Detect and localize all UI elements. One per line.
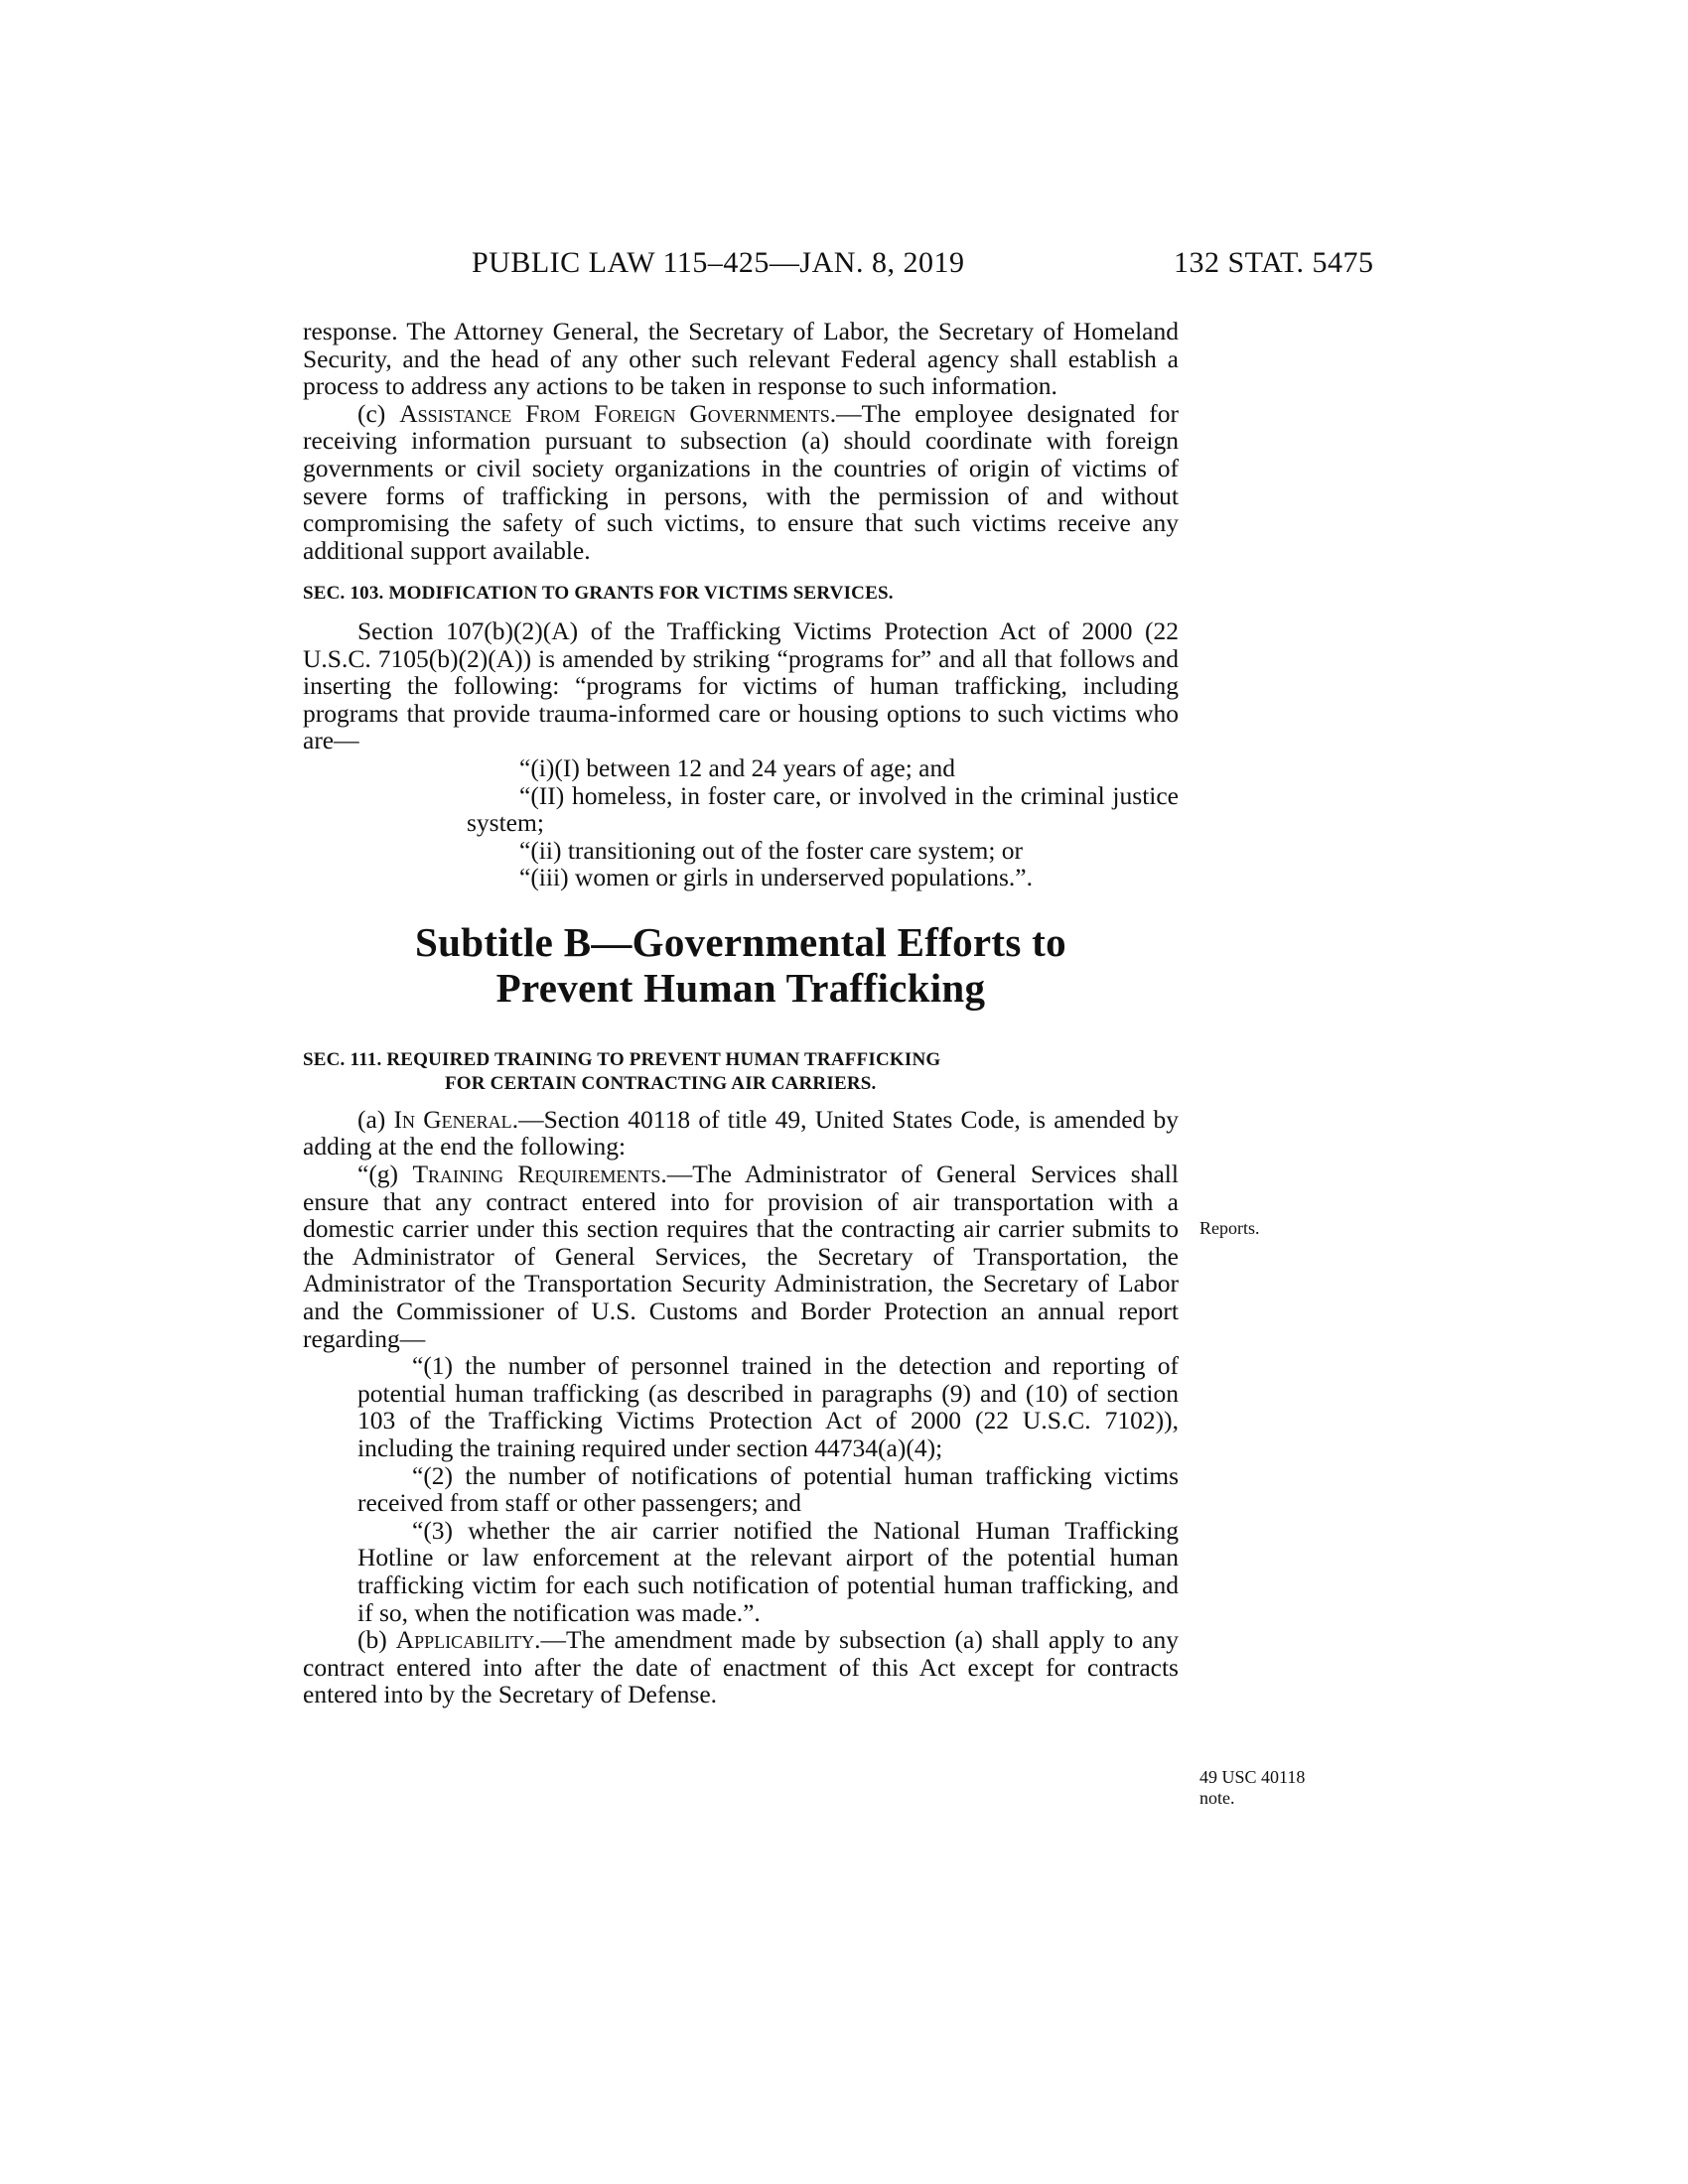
paragraph-g-lead: “(g) (357, 1160, 413, 1189)
quote-i-I: “(i)(I) between 12 and 24 years of age; and (519, 752, 955, 782)
page-header (0, 246, 1688, 286)
section-111-heading (303, 1048, 1179, 1096)
paragraph-c-heading: Assistance From Foreign Governments (399, 398, 830, 428)
paragraph-response: response. The Attorney General, the Secretary of Labor, the Secretary of Homeland Security, and the head of any other such relevant Federal agency shall establish a process to address any actions to be taken in response to such information. (303, 317, 1179, 401)
paragraph-g-2: “(2) the number of notifications of potential human trafficking victims received from staff or other passengers; and (357, 1460, 1179, 1518)
margin-note-usc-line-2: note. (1199, 1788, 1235, 1808)
header-title: PUBLIC LAW 115–425—JAN. 8, 2019 (472, 246, 965, 279)
paragraph-b-heading: Applicability (395, 1625, 535, 1655)
paragraph-c-assistance (303, 400, 1179, 565)
paragraph-a-heading: In General (393, 1104, 512, 1134)
paragraph-g-training (303, 1160, 1179, 1352)
quote-ii-text: “(ii) transitioning out of the foster care system; or (519, 835, 1024, 865)
section-111-line-1: SEC. 111. REQUIRED TRAINING TO PREVENT HUMAN TRAFFICKING (303, 1048, 941, 1070)
paragraph-b-lead: (b) (357, 1625, 396, 1655)
quote-II (303, 782, 1179, 837)
header-stat-page: 132 STAT. 5475 (1174, 246, 1374, 279)
document-body (303, 318, 1179, 1708)
quote-II-text: “(II) homeless, in foster care, or involved in the criminal justice system; (467, 780, 1179, 838)
paragraph-b-applicability (303, 1626, 1179, 1708)
margin-note-reports: Reports. (1199, 1218, 1260, 1238)
section-103-heading: SEC. 103. MODIFICATION TO GRANTS FOR VICTIMS SERVICES. (303, 583, 894, 605)
paragraph-b-text: .—The amendment made by subsection (a) shall apply to any contract entered into after the date of enactment of this Act except for contracts entered into by the Secretary of Defense. (303, 1625, 1179, 1709)
paragraph-section-103: Section 107(b)(2)(A) of the Trafficking Victims Protection Act of 2000 (22 U.S.C. 7105(b)(2)(A)) is amended by striking “programs for” and all that follows and inserting the following: “programs for victims of human trafficking, including programs that provide trauma-informed care or housing options to such victims who are— (303, 615, 1179, 755)
paragraph-c-lead: (c) (357, 398, 400, 428)
subtitle-line-1: Subtitle B—Governmental Efforts to (415, 918, 1066, 965)
paragraph-g-heading: Training Requirements (412, 1160, 661, 1189)
margin-note-usc (1199, 1767, 1305, 1809)
subtitle-line-2: Prevent Human Trafficking (495, 964, 986, 1011)
subtitle-heading (303, 919, 1179, 1011)
paragraph-a-general (303, 1106, 1179, 1160)
quote-iii: “(iii) women or girls in underserved populations.”. (519, 863, 1033, 892)
paragraph-a-text: .—Section 40118 of title 49, United States Code, is amended by adding at the end the following: (303, 1104, 1179, 1161)
margin-note-usc-line-1: 49 USC 40118 (1199, 1767, 1306, 1787)
section-111-line-2: FOR CERTAIN CONTRACTING AIR CARRIERS. (445, 1072, 877, 1094)
paragraph-g-text: .—The Administrator of General Services shall ensure that any contract entered into for provision of air transportation with a domestic carrier under this section requires that the contracting air carrier submits to the Administrator of General Services, the Secretary of Transportation, the Administrator of the Transportation Security Administration, the Secretary of Labor and the Commissioner of U.S. Customs and Border Protection an annual report regarding— (303, 1160, 1179, 1353)
quote-ii (303, 837, 1179, 865)
paragraph-a-lead: (a) (357, 1104, 394, 1134)
paragraph-c-text: .—The employee designated for receiving information pursuant to subsection (a) should coordinate with foreign governments or civil society organizations in the countries of origin of victims of severe forms of trafficking in persons, with the permission of and without compromising the safety of such victims, to ensure that such victims receive any additional support available. (303, 398, 1179, 565)
paragraph-g-1: “(1) the number of personnel trained in the detection and reporting of potential human trafficking (as described in paragraphs (9) and (10) of section 103 of the Trafficking Victims Protection Act of 2000 (22 U.S.C. 7102)), including the training required under section 44734(a)(4); (357, 1351, 1179, 1462)
paragraph-g-3: “(3) whether the air carrier notified the National Human Trafficking Hotline or law enforcement at the relevant airport of the potential human trafficking victim for each such notification of potential human trafficking, and if so, when the notification was made.”. (357, 1515, 1179, 1627)
